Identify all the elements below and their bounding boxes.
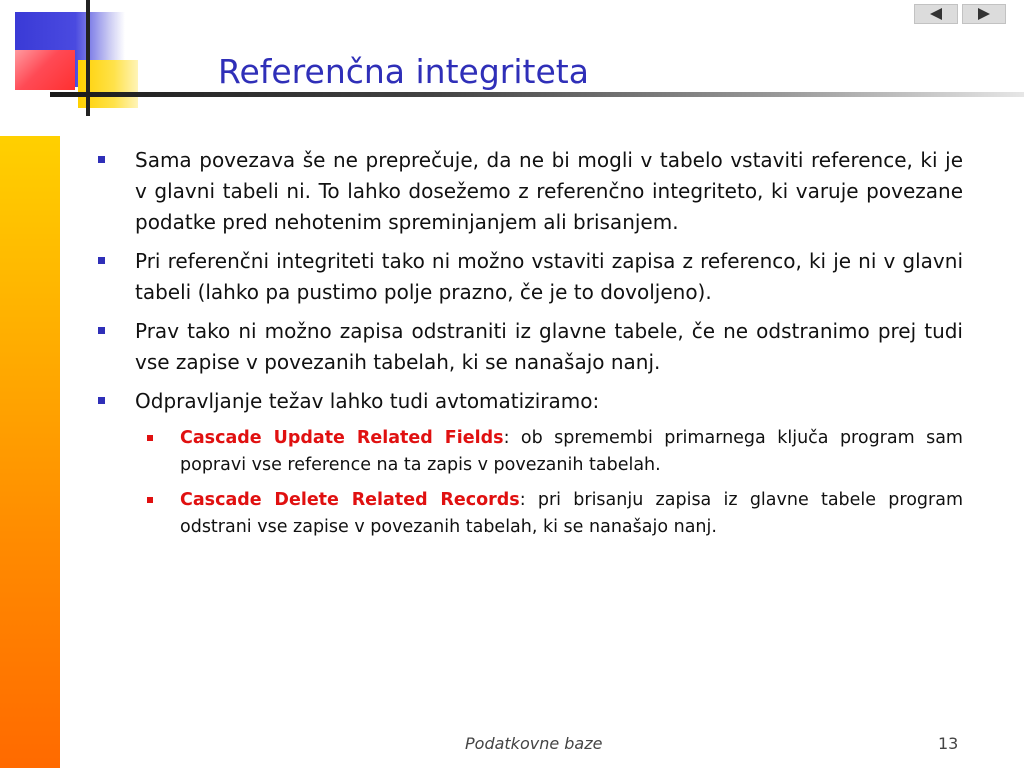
next-slide-button[interactable] (962, 4, 1006, 24)
triangle-right-icon (978, 8, 990, 20)
slide-navigation (914, 4, 1006, 24)
sub-bullet-body: pri brisanju zapisa iz glavne tabele program odstrani vse zapise v povezanih tabelah, ki se nanašajo nanj. (180, 490, 964, 537)
sub-bullet-text (180, 425, 963, 479)
sub-bullet-square-icon (147, 497, 153, 503)
bullet-square-icon (98, 156, 105, 163)
sub-bullet-text (180, 487, 963, 541)
title-underline (50, 92, 1024, 97)
decor-red-block (15, 50, 75, 90)
sub-bullet-item (138, 425, 963, 479)
footer-title: Podatkovne baze (465, 734, 603, 753)
slide-content (95, 145, 963, 549)
prev-slide-button[interactable] (914, 4, 958, 24)
bullet-text: Pri referenčni integriteti tako ni možno vstaviti zapisa z referenco, ki je ni v glavni tabeli (lahko pa pustimo polje prazno, če je to dovoljeno). (135, 249, 963, 304)
left-gradient-bar (0, 136, 60, 768)
bullet-text: Sama povezava še ne preprečuje, da ne bi mogli v tabelo vstaviti reference, ki je v glavni tabeli ni. To lahko dosežemo z referenčno integriteto, ki varuje povezane podatke pred nehotenim spreminjanjem ali brisanjem. (135, 148, 963, 234)
bullet-text: Prav tako ni možno zapisa odstraniti iz glavne tabele, če ne odstranimo prej tudi vse zapise v povezanih tabelah, ki se nanašajo nanj. (135, 319, 963, 374)
term-separator: : (503, 428, 510, 448)
sub-bullet-square-icon (147, 435, 153, 441)
bullet-item (95, 246, 963, 308)
term-separator: : (519, 490, 526, 510)
sub-bullet-body: ob spremembi primarnega ključa program sam popravi vse reference na ta zapis v povezanih tabelah. (180, 428, 963, 475)
bullet-item (95, 316, 963, 378)
bullet-square-icon (98, 327, 105, 334)
decor-vertical-line (86, 0, 90, 116)
bullet-square-icon (98, 397, 105, 404)
highlight-term: Cascade Delete Related Records (180, 490, 520, 510)
bullet-square-icon (98, 257, 105, 264)
bullet-item (95, 386, 963, 417)
highlight-term: Cascade Update Related Fields (180, 428, 504, 448)
triangle-left-icon (930, 8, 942, 20)
page-number: 13 (938, 734, 959, 753)
slide-title: Referenčna integriteta (218, 52, 589, 91)
bullet-item (95, 145, 963, 238)
bullet-text: Odpravljanje težav lahko tudi avtomatiziramo: (135, 389, 600, 413)
sub-bullet-item (138, 487, 963, 541)
